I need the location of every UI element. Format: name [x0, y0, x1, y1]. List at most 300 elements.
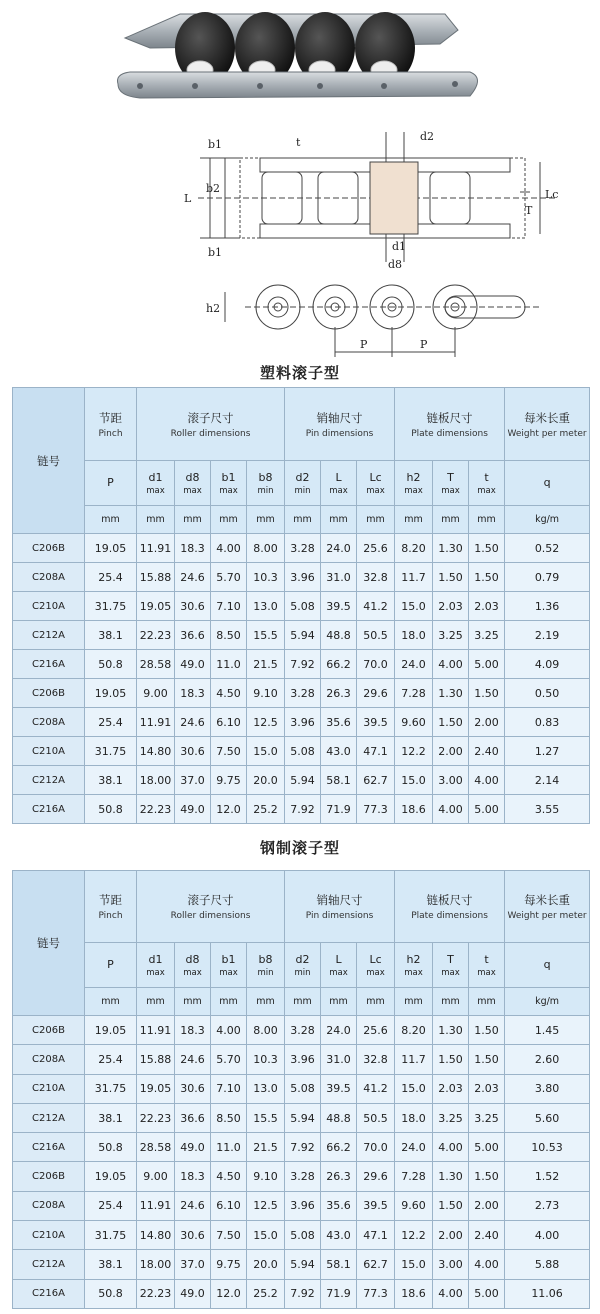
value-cell: 5.94: [285, 1103, 321, 1132]
table-row: [13, 621, 590, 650]
label-h2: h2: [206, 302, 221, 315]
col-roller: 滚子尺寸 Roller dimensions: [137, 388, 285, 461]
value-cell: 58.1: [321, 1250, 357, 1279]
table-row: [13, 534, 590, 563]
value-cell: 5.08: [285, 592, 321, 621]
value-cell: 8.50: [211, 1103, 247, 1132]
table-row: [13, 1279, 590, 1308]
value-cell: 5.88: [505, 1250, 590, 1279]
value-cell: 22.23: [137, 1103, 175, 1132]
symbol-header: b8 min: [247, 461, 285, 506]
value-cell: 30.6: [175, 592, 211, 621]
value-cell: 0.83: [505, 708, 590, 737]
value-cell: 3.28: [285, 1016, 321, 1045]
label-d8: d8: [388, 258, 403, 271]
value-cell: 1.50: [469, 1016, 505, 1045]
value-cell: 30.6: [175, 1221, 211, 1250]
value-cell: 31.75: [85, 1074, 137, 1103]
value-cell: 4.00: [433, 795, 469, 824]
value-cell: 21.5: [247, 1133, 285, 1162]
value-cell: 2.19: [505, 621, 590, 650]
value-cell: 28.58: [137, 1133, 175, 1162]
value-cell: 15.0: [247, 737, 285, 766]
value-cell: 4.00: [211, 1016, 247, 1045]
unit-header: mm: [395, 988, 433, 1016]
value-cell: 19.05: [137, 592, 175, 621]
value-cell: 13.0: [247, 1074, 285, 1103]
value-cell: 2.14: [505, 766, 590, 795]
value-cell: 1.50: [469, 534, 505, 563]
symbol-header: d2 min: [285, 461, 321, 506]
value-cell: 12.5: [247, 1191, 285, 1220]
value-cell: 8.00: [247, 534, 285, 563]
value-cell: 2.03: [433, 1074, 469, 1103]
value-cell: 32.8: [357, 563, 395, 592]
unit-header: mm: [469, 988, 505, 1016]
value-cell: 48.8: [321, 1103, 357, 1132]
value-cell: 49.0: [175, 795, 211, 824]
table-row: [13, 1133, 590, 1162]
unit-header: mm: [85, 506, 137, 534]
table-row: [13, 1250, 590, 1279]
value-cell: 3.96: [285, 708, 321, 737]
section-title-steel: 钢制滚子型: [259, 839, 340, 857]
value-cell: 71.9: [321, 1279, 357, 1308]
symbol-header: P: [85, 461, 137, 506]
value-cell: 43.0: [321, 737, 357, 766]
table-row: [13, 563, 590, 592]
value-cell: 30.6: [175, 1074, 211, 1103]
value-cell: 31.0: [321, 1045, 357, 1074]
value-cell: 19.05: [85, 679, 137, 708]
value-cell: 50.5: [357, 621, 395, 650]
value-cell: 15.0: [395, 766, 433, 795]
value-cell: 14.80: [137, 737, 175, 766]
symbol-header: L max: [321, 461, 357, 506]
symbol-header: L max: [321, 943, 357, 988]
value-cell: 24.6: [175, 1045, 211, 1074]
symbol-header: b1 max: [211, 461, 247, 506]
value-cell: 1.50: [433, 708, 469, 737]
value-cell: 39.5: [357, 708, 395, 737]
value-cell: 0.79: [505, 563, 590, 592]
chain-code-cell: C210A: [13, 592, 85, 621]
value-cell: 18.6: [395, 1279, 433, 1308]
col-weight: 每米长重 Weight per meter: [505, 871, 590, 943]
value-cell: 18.0: [395, 1103, 433, 1132]
value-cell: 1.50: [469, 1162, 505, 1191]
value-cell: 19.05: [85, 1016, 137, 1045]
table-row: [13, 1045, 590, 1074]
value-cell: 15.0: [395, 1074, 433, 1103]
value-cell: 11.91: [137, 1016, 175, 1045]
value-cell: 9.60: [395, 708, 433, 737]
value-cell: 5.08: [285, 1074, 321, 1103]
value-cell: 49.0: [175, 650, 211, 679]
value-cell: 13.0: [247, 592, 285, 621]
value-cell: 50.8: [85, 650, 137, 679]
unit-header: kg/m: [505, 506, 590, 534]
symbol-header: d2 min: [285, 943, 321, 988]
value-cell: 4.00: [433, 1133, 469, 1162]
unit-header: mm: [433, 988, 469, 1016]
value-cell: 4.50: [211, 679, 247, 708]
col-plate: 链板尺寸 Plate dimensions: [395, 871, 505, 943]
col-pitch: 节距 Pinch: [85, 388, 137, 461]
value-cell: 3.25: [469, 1103, 505, 1132]
value-cell: 22.23: [137, 621, 175, 650]
unit-header: mm: [321, 988, 357, 1016]
value-cell: 3.80: [505, 1074, 590, 1103]
label-b1-bottom: b1: [208, 246, 223, 259]
value-cell: 1.50: [433, 563, 469, 592]
symbol-header: T max: [433, 943, 469, 988]
value-cell: 15.0: [395, 1250, 433, 1279]
value-cell: 15.0: [395, 592, 433, 621]
value-cell: 12.2: [395, 1221, 433, 1250]
value-cell: 15.5: [247, 621, 285, 650]
value-cell: 9.00: [137, 679, 175, 708]
chain-code-cell: C210A: [13, 737, 85, 766]
value-cell: 1.50: [469, 679, 505, 708]
value-cell: 2.40: [469, 737, 505, 766]
chain-code-cell: C212A: [13, 1103, 85, 1132]
value-cell: 19.05: [137, 1074, 175, 1103]
value-cell: 5.00: [469, 795, 505, 824]
value-cell: 62.7: [357, 766, 395, 795]
value-cell: 18.3: [175, 534, 211, 563]
value-cell: 8.50: [211, 621, 247, 650]
value-cell: 5.08: [285, 737, 321, 766]
value-cell: 11.0: [211, 650, 247, 679]
value-cell: 25.4: [85, 1191, 137, 1220]
unit-header: mm: [211, 506, 247, 534]
chain-code-cell: C212A: [13, 766, 85, 795]
symbol-header: h2 max: [395, 461, 433, 506]
value-cell: 4.00: [469, 766, 505, 795]
value-cell: 3.00: [433, 1250, 469, 1279]
col-weight: 每米长重 Weight per meter: [505, 388, 590, 461]
unit-header: mm: [247, 506, 285, 534]
col-pin: 销轴尺寸 Pin dimensions: [285, 388, 395, 461]
value-cell: 5.08: [285, 1221, 321, 1250]
table-row: [13, 1191, 590, 1220]
value-cell: 2.00: [469, 1191, 505, 1220]
value-cell: 1.52: [505, 1162, 590, 1191]
col-plate: 链板尺寸 Plate dimensions: [395, 388, 505, 461]
table-row: [13, 1162, 590, 1191]
value-cell: 31.75: [85, 592, 137, 621]
value-cell: 35.6: [321, 1191, 357, 1220]
chain-code-cell: C208A: [13, 1045, 85, 1074]
value-cell: 11.91: [137, 708, 175, 737]
chain-code-cell: C206B: [13, 1162, 85, 1191]
symbol-header: d8 max: [175, 461, 211, 506]
value-cell: 1.45: [505, 1016, 590, 1045]
symbol-header: d8 max: [175, 943, 211, 988]
value-cell: 25.6: [357, 534, 395, 563]
chain-code-cell: C216A: [13, 650, 85, 679]
value-cell: 38.1: [85, 1250, 137, 1279]
chain-code-cell: C208A: [13, 708, 85, 737]
value-cell: 11.7: [395, 1045, 433, 1074]
value-cell: 25.2: [247, 795, 285, 824]
value-cell: 38.1: [85, 621, 137, 650]
value-cell: 4.00: [505, 1221, 590, 1250]
value-cell: 2.03: [469, 592, 505, 621]
chain-dimension-drawing: [0, 122, 600, 360]
table-row: [13, 679, 590, 708]
value-cell: 4.09: [505, 650, 590, 679]
value-cell: 24.0: [395, 1133, 433, 1162]
value-cell: 38.1: [85, 1103, 137, 1132]
label-b2: b2: [206, 182, 221, 195]
value-cell: 28.58: [137, 650, 175, 679]
value-cell: 3.96: [285, 563, 321, 592]
chain-code-cell: C206B: [13, 534, 85, 563]
label-d1: d1: [392, 240, 407, 253]
value-cell: 24.6: [175, 563, 211, 592]
value-cell: 24.6: [175, 708, 211, 737]
value-cell: 4.00: [433, 1279, 469, 1308]
unit-header: mm: [85, 988, 137, 1016]
value-cell: 18.6: [395, 795, 433, 824]
value-cell: 24.6: [175, 1191, 211, 1220]
value-cell: 31.75: [85, 737, 137, 766]
chain-code-cell: C210A: [13, 1221, 85, 1250]
value-cell: 70.0: [357, 1133, 395, 1162]
value-cell: 6.10: [211, 708, 247, 737]
unit-header: mm: [321, 506, 357, 534]
value-cell: 50.8: [85, 1279, 137, 1308]
value-cell: 12.2: [395, 737, 433, 766]
value-cell: 41.2: [357, 592, 395, 621]
value-cell: 20.0: [247, 766, 285, 795]
unit-header: mm: [469, 506, 505, 534]
chain-code-cell: C210A: [13, 1074, 85, 1103]
chain-code-cell: C206B: [13, 679, 85, 708]
unit-header: mm: [357, 988, 395, 1016]
value-cell: 11.7: [395, 563, 433, 592]
value-cell: 43.0: [321, 1221, 357, 1250]
value-cell: 36.6: [175, 1103, 211, 1132]
label-T: T: [525, 204, 533, 217]
value-cell: 18.00: [137, 766, 175, 795]
value-cell: 9.10: [247, 679, 285, 708]
value-cell: 66.2: [321, 650, 357, 679]
label-P2: P: [420, 338, 428, 351]
value-cell: 3.28: [285, 679, 321, 708]
value-cell: 1.30: [433, 679, 469, 708]
value-cell: 6.10: [211, 1191, 247, 1220]
value-cell: 14.80: [137, 1221, 175, 1250]
table-row: [13, 1221, 590, 1250]
value-cell: 50.8: [85, 795, 137, 824]
col-chain-no: 链号: [13, 388, 85, 534]
value-cell: 9.75: [211, 766, 247, 795]
value-cell: 18.00: [137, 1250, 175, 1279]
value-cell: 25.4: [85, 1045, 137, 1074]
label-Lc: Lc: [545, 188, 559, 201]
value-cell: 39.5: [321, 592, 357, 621]
value-cell: 37.0: [175, 766, 211, 795]
spec-table-plastic: [12, 387, 590, 824]
value-cell: 25.4: [85, 708, 137, 737]
symbol-header: T max: [433, 461, 469, 506]
symbol-header: t max: [469, 943, 505, 988]
value-cell: 7.10: [211, 1074, 247, 1103]
value-cell: 19.05: [85, 534, 137, 563]
value-cell: 47.1: [357, 737, 395, 766]
value-cell: 11.0: [211, 1133, 247, 1162]
value-cell: 5.94: [285, 1250, 321, 1279]
value-cell: 8.20: [395, 534, 433, 563]
unit-header: mm: [137, 506, 175, 534]
symbol-header: d1 max: [137, 943, 175, 988]
table-row: [13, 1103, 590, 1132]
chain-code-cell: C206B: [13, 1016, 85, 1045]
value-cell: 2.00: [469, 708, 505, 737]
value-cell: 70.0: [357, 650, 395, 679]
value-cell: 25.6: [357, 1016, 395, 1045]
section-title-plastic: 塑料滚子型: [259, 364, 340, 382]
label-t: t: [296, 136, 301, 149]
value-cell: 25.2: [247, 1279, 285, 1308]
value-cell: 4.00: [211, 534, 247, 563]
value-cell: 26.3: [321, 1162, 357, 1191]
unit-header: mm: [175, 506, 211, 534]
value-cell: 15.0: [247, 1221, 285, 1250]
value-cell: 9.60: [395, 1191, 433, 1220]
value-cell: 12.0: [211, 795, 247, 824]
value-cell: 7.92: [285, 795, 321, 824]
value-cell: 15.88: [137, 1045, 175, 1074]
table-row: [13, 650, 590, 679]
value-cell: 5.70: [211, 563, 247, 592]
value-cell: 37.0: [175, 1250, 211, 1279]
value-cell: 9.00: [137, 1162, 175, 1191]
value-cell: 50.8: [85, 1133, 137, 1162]
table-row: [13, 766, 590, 795]
label-b1-top: b1: [208, 138, 223, 151]
value-cell: 1.50: [469, 1045, 505, 1074]
roller-chain-photo: [0, 0, 600, 120]
value-cell: 58.1: [321, 766, 357, 795]
value-cell: 5.60: [505, 1103, 590, 1132]
value-cell: 7.50: [211, 737, 247, 766]
value-cell: 47.1: [357, 1221, 395, 1250]
value-cell: 1.30: [433, 1162, 469, 1191]
value-cell: 11.91: [137, 1191, 175, 1220]
value-cell: 2.00: [433, 1221, 469, 1250]
value-cell: 24.0: [321, 1016, 357, 1045]
unit-header: mm: [357, 506, 395, 534]
unit-header: mm: [137, 988, 175, 1016]
symbol-header: h2 max: [395, 943, 433, 988]
value-cell: 12.0: [211, 1279, 247, 1308]
value-cell: 24.0: [321, 534, 357, 563]
unit-header: mm: [211, 988, 247, 1016]
value-cell: 11.91: [137, 534, 175, 563]
col-pitch: 节距 Pinch: [85, 871, 137, 943]
symbol-header: Lc max: [357, 943, 395, 988]
table-row: [13, 592, 590, 621]
label-P1: P: [360, 338, 368, 351]
table-row: [13, 1016, 590, 1045]
table-row: [13, 708, 590, 737]
value-cell: 5.00: [469, 650, 505, 679]
value-cell: 18.3: [175, 1162, 211, 1191]
value-cell: 5.70: [211, 1045, 247, 1074]
spec-table-steel: [12, 870, 590, 1309]
value-cell: 3.28: [285, 534, 321, 563]
value-cell: 1.30: [433, 534, 469, 563]
value-cell: 9.10: [247, 1162, 285, 1191]
col-pin: 销轴尺寸 Pin dimensions: [285, 871, 395, 943]
value-cell: 77.3: [357, 1279, 395, 1308]
value-cell: 3.25: [433, 1103, 469, 1132]
value-cell: 29.6: [357, 679, 395, 708]
value-cell: 49.0: [175, 1133, 211, 1162]
symbol-header: t max: [469, 461, 505, 506]
value-cell: 1.50: [433, 1045, 469, 1074]
value-cell: 35.6: [321, 708, 357, 737]
value-cell: 15.88: [137, 563, 175, 592]
chain-code-cell: C216A: [13, 1133, 85, 1162]
value-cell: 7.92: [285, 650, 321, 679]
unit-header: mm: [285, 988, 321, 1016]
symbol-header: q: [505, 943, 590, 988]
value-cell: 3.96: [285, 1191, 321, 1220]
chain-code-cell: C212A: [13, 621, 85, 650]
table-row: [13, 1074, 590, 1103]
value-cell: 7.92: [285, 1279, 321, 1308]
value-cell: 1.50: [433, 1191, 469, 1220]
value-cell: 3.28: [285, 1162, 321, 1191]
value-cell: 24.0: [395, 650, 433, 679]
value-cell: 29.6: [357, 1162, 395, 1191]
value-cell: 18.3: [175, 1016, 211, 1045]
value-cell: 31.75: [85, 1221, 137, 1250]
value-cell: 9.75: [211, 1250, 247, 1279]
value-cell: 19.05: [85, 1162, 137, 1191]
value-cell: 2.03: [469, 1074, 505, 1103]
value-cell: 7.92: [285, 1133, 321, 1162]
symbol-header: P: [85, 943, 137, 988]
value-cell: 7.28: [395, 679, 433, 708]
symbol-header: b8 min: [247, 943, 285, 988]
value-cell: 20.0: [247, 1250, 285, 1279]
value-cell: 48.8: [321, 621, 357, 650]
value-cell: 21.5: [247, 650, 285, 679]
value-cell: 2.03: [433, 592, 469, 621]
value-cell: 66.2: [321, 1133, 357, 1162]
symbol-header: d1 max: [137, 461, 175, 506]
value-cell: 0.52: [505, 534, 590, 563]
value-cell: 1.30: [433, 1016, 469, 1045]
value-cell: 3.25: [433, 621, 469, 650]
col-chain-no: 链号: [13, 871, 85, 1016]
value-cell: 5.00: [469, 1133, 505, 1162]
value-cell: 4.00: [469, 1250, 505, 1279]
label-d2: d2: [420, 130, 435, 143]
value-cell: 22.23: [137, 1279, 175, 1308]
value-cell: 4.50: [211, 1162, 247, 1191]
value-cell: 39.5: [321, 1074, 357, 1103]
symbol-header: q: [505, 461, 590, 506]
value-cell: 3.55: [505, 795, 590, 824]
value-cell: 18.3: [175, 679, 211, 708]
